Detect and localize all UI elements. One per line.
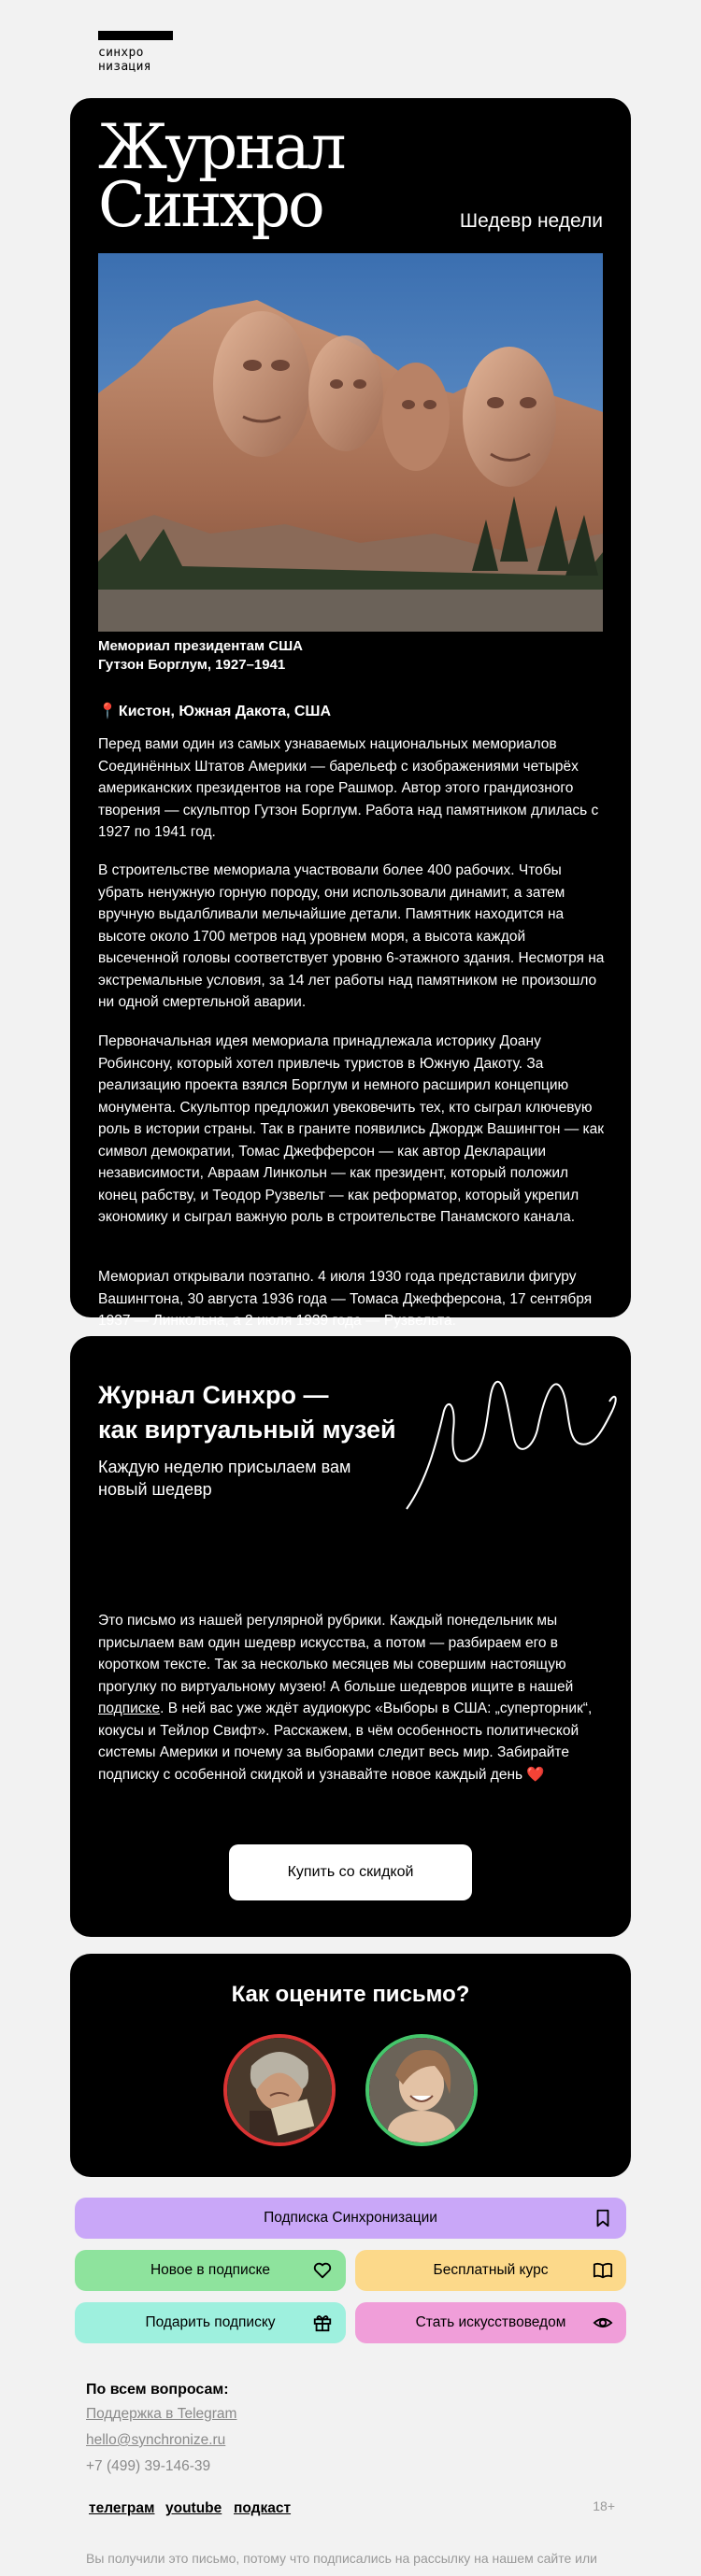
pushpin-icon: 📍	[98, 704, 117, 719]
rate-good-button[interactable]	[365, 2034, 478, 2146]
logo-line-1: синхро	[98, 46, 144, 60]
weekly-label: Шедевр недели	[459, 210, 603, 232]
promo-body-text-1: Это письмо из нашей регулярной рубрики. Каждый понедельник мы присылаем вам один шедевр искусства, а потом — разбираем его в коротком тексте. Так за несколько месяцев мы совершим настоящую прогулку по виртуальному музею! А больше шедевров ищите в нашей	[98, 1613, 574, 1695]
artwork-author-years: Гутзон Борглум, 1927–1941	[98, 657, 286, 673]
heart-outline-icon	[312, 2260, 333, 2281]
footer-questions-label: По всем вопросам:	[86, 2382, 229, 2398]
article-paragraph-1: Перед вами один из самых узнаваемых национальных мемориалов Соединённых Штатов Америки — барельеф с изображениями четырёх американских президентов на горе Рашмор. Автор этого грандиозного творения — скульптор Гутзон Борглум. Работа над памятником длилась с 1927 по 1941 год.	[98, 736, 599, 840]
artwork-photo	[98, 253, 603, 632]
masthead-line-2: Синхро	[98, 169, 322, 241]
rating-title: Как оцените письмо?	[231, 1982, 470, 2007]
promo-body-text-2: . В ней вас уже ждёт аудиокурс «Выборы в США: „суперторник“, кокусы и Тейлор Свифт». Расскажем, в чём особенность политической системы Америки и почему за выборами следит весь мир. Забирайте подписку с особенной скидкой и узнавайте новое каждый день	[98, 1701, 593, 1783]
new-in-subscription-label: Новое в подписке	[150, 2262, 271, 2278]
new-in-subscription-button[interactable]	[75, 2250, 346, 2291]
journal-masthead	[98, 111, 344, 241]
promo-title-line-2: как виртуальный музей	[98, 1416, 396, 1444]
social-link-youtube[interactable]: youtube	[165, 2500, 222, 2516]
promo-title	[98, 1378, 416, 1447]
artwork-location	[98, 702, 331, 720]
brand-logo[interactable]	[98, 31, 173, 74]
promo-subtitle	[98, 1456, 397, 1501]
gift-icon	[312, 2313, 333, 2333]
article-paragraph-4: Мемориал открывали поэтапно. 4 июля 1930 года представили фигуру Вашингтона, 30 августа 1936 года — Томаса Джефферсона, 17 сентября 1937 — Линкольна, а 2 июля 1939 года — Рузвельта.	[98, 1269, 593, 1329]
promo-subtitle-line-1: Каждую неделю присылаем вам	[98, 1458, 351, 1476]
artwork-caption	[98, 637, 303, 675]
promo-title-line-1: Журнал Синхро —	[98, 1381, 329, 1409]
telegram-support-link[interactable]: Поддержка в Telegram	[86, 2406, 237, 2422]
masthead-line-1: Журнал	[98, 111, 344, 183]
promo-card	[70, 1336, 631, 1937]
buy-discount-button[interactable]: Купить со скидкой	[229, 1844, 472, 1900]
masterpiece-card	[70, 98, 631, 1329]
rating-card	[70, 1954, 631, 2177]
legal-notice: Вы получили это письмо, потому что подписались на рассылку на нашем сайте или	[86, 2551, 597, 2566]
article-paragraph-3: Первоначальная идея мемориала принадлежала историку Доану Робинсону, который хотел привлечь туристов в Южную Дакоту. За реализацию проекта взялся Борглум и немного расширил концепцию монумента. Скульптор предложил увековечить тех, кто сыграл ключевую роль в истории страны. Так в граните появились Джордж Вашингтон — как символ демократии, Томас Джефферсон — как автор Декларации независимости, Авраам Линкольн — как президент, который положил конец рабству, и Теодор Рузвельт — как реформатор, который укрепил экономику и сыграл важную роль в строительстве Панамского канала.	[98, 1033, 605, 1225]
subscription-button-label: Подписка Синхронизации	[264, 2210, 437, 2226]
bookmark-icon	[593, 2208, 613, 2228]
become-art-expert-button[interactable]	[355, 2302, 626, 2343]
free-course-button[interactable]	[355, 2250, 626, 2291]
article-paragraph-2: В строительстве мемориала участвовали более 400 рабочих. Чтобы убрать ненужную горную породу, они использовали динамит, а затем вручную выдалбливали мельчайшие детали. Памятник находится на высоте около 1700 метров над уровнем моря, а высота каждой высеченной головы соответствует уровню 6-этажного здания. Несмотря на экстремальные условия, за 14 лет работы над памятником не произошло ни одной смертельной аварии.	[98, 862, 605, 1010]
phone-link[interactable]: +7 (499) 39-146-39	[86, 2458, 211, 2474]
social-link-podcast[interactable]: подкаст	[234, 2500, 292, 2516]
logo-bar	[98, 31, 173, 40]
eye-icon	[593, 2313, 613, 2333]
artwork-title: Мемориал президентам США	[98, 638, 303, 654]
promo-body	[98, 1610, 603, 1786]
heart-icon: ❤️	[526, 1766, 545, 1783]
subscription-button[interactable]	[75, 2198, 626, 2239]
subscription-link[interactable]: подписке	[98, 1701, 161, 1716]
social-link-telegram[interactable]: телеграм	[89, 2500, 155, 2516]
age-rating: 18+	[593, 2498, 615, 2513]
gift-subscription-label: Подарить подписку	[145, 2314, 276, 2330]
rate-bad-button[interactable]	[223, 2034, 336, 2146]
gift-subscription-button[interactable]	[75, 2302, 346, 2343]
become-art-expert-label: Стать искусствоведом	[415, 2314, 566, 2330]
logo-text	[98, 46, 173, 74]
decorative-squiggle	[402, 1355, 626, 1514]
open-book-icon	[593, 2260, 613, 2281]
location-text: Кистон, Южная Дакота, США	[118, 704, 332, 719]
promo-subtitle-line-2: новый шедевр	[98, 1480, 212, 1499]
email-link[interactable]: hello@synchronize.ru	[86, 2432, 226, 2448]
logo-line-2: низация	[98, 60, 151, 74]
mount-rushmore-image	[98, 253, 603, 632]
happy-portrait-icon	[369, 2038, 474, 2142]
sad-portrait-icon	[227, 2038, 332, 2142]
free-course-label: Бесплатный курс	[433, 2262, 549, 2278]
